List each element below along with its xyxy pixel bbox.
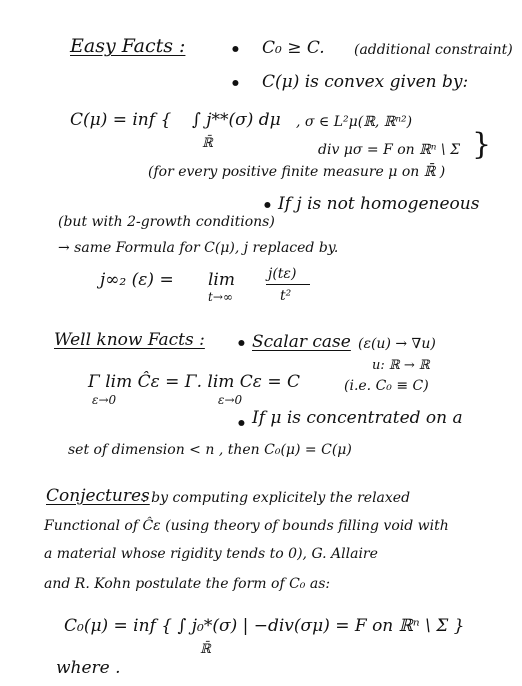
growth-conditions: (but with 2-growth conditions) (58, 214, 275, 230)
gamma-sub-1: ε→0 (92, 393, 117, 407)
conjectures-line-3: a material whose rigidity tends to 0), G. Allaire (44, 546, 378, 562)
bullet-3: • (262, 196, 273, 216)
well-known-heading: Well know Facts : (54, 330, 205, 350)
gamma-limit-line: Γ lim Ĉε = Γ. lim Cε = C (88, 372, 300, 392)
bullet-1: • (230, 40, 241, 60)
formula-div-constraint: div μσ = F on ℝⁿ \ Σ (318, 142, 460, 158)
bullet-4: • (236, 334, 247, 354)
conjectures-heading: Conjectures (46, 486, 150, 506)
conjectures-line-2: Functional of Ĉε (using theory of bounds filling void with (44, 518, 449, 534)
jinf-fraction-bar (266, 284, 310, 285)
jinf-lim-sub: t→∞ (208, 290, 233, 304)
jinf-numerator: j(tε) (268, 266, 297, 282)
formula-lhs: C(μ) = inf { (70, 110, 172, 130)
same-formula-line: → same Formula for C(μ), j replaced by. (58, 240, 339, 256)
concentrated-line: If μ is concentrated on a (252, 408, 463, 428)
where-label: where . (56, 658, 121, 678)
bullet-5: • (236, 414, 247, 434)
dimension-line: set of dimension < n , then C₀(μ) = C(μ) (68, 442, 352, 458)
not-homogeneous: If j is not homogeneous (278, 194, 480, 214)
additional-constraint-note: (additional constraint) (354, 42, 513, 58)
formula-domain: ℝ̄ (202, 136, 213, 151)
conjectures-line-4: and R. Kohn postulate the form of C₀ as: (44, 576, 331, 592)
jinf-lim: lim (208, 270, 235, 290)
formula-sigma-space: , σ ∈ L²μ(ℝ, ℝⁿ²) (296, 114, 413, 130)
finite-measure-note: (for every positive finite measure μ on ℝ̄ ) (148, 164, 446, 180)
jinf-denominator: t² (280, 288, 292, 304)
c0-geq-c: C₀ ≥ C. (262, 38, 325, 58)
conjectures-line-1: : by computing explicitely the relaxed (142, 490, 411, 506)
gamma-sub-2: ε→0 (218, 393, 243, 407)
ie-note: (i.e. C₀ ≡ C) (344, 378, 429, 394)
bullet-2: • (230, 74, 241, 94)
easy-facts-heading: Easy Facts : (70, 35, 186, 57)
convex-statement: C(μ) is convex given by: (262, 72, 469, 92)
formula-close-brace: } (472, 127, 492, 162)
final-formula: C₀(μ) = inf { ∫ j₀*(σ) | −div(σμ) = F on ℝⁿ \ Σ } (64, 616, 465, 636)
scalar-case-note: (ε(u) → ∇u) (358, 336, 436, 352)
formula-integral: ∫ j**(σ) dμ (192, 110, 281, 130)
jinf-lhs: j∞₂ (ε) = (100, 270, 174, 290)
scalar-map: u: ℝ → ℝ (372, 358, 430, 373)
final-formula-domain: ℝ̄ (200, 642, 211, 657)
scalar-case-label: Scalar case (252, 332, 351, 352)
